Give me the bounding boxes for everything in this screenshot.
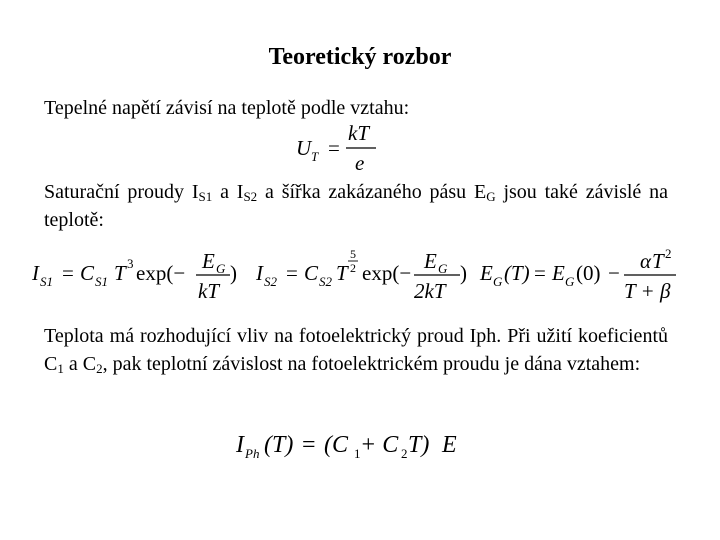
svg-text:T: T bbox=[652, 249, 664, 273]
svg-text:5: 5 bbox=[350, 247, 356, 261]
equation-photocurrent bbox=[236, 422, 476, 466]
svg-text:kT: kT bbox=[348, 121, 369, 145]
svg-text:(T): (T) bbox=[504, 261, 530, 285]
svg-text:exp(−: exp(− bbox=[362, 261, 412, 285]
svg-text:S1: S1 bbox=[95, 274, 108, 289]
svg-text:2: 2 bbox=[401, 446, 408, 461]
svg-text:G: G bbox=[493, 274, 503, 289]
svg-text:(T): (T) bbox=[264, 432, 294, 458]
svg-text:C: C bbox=[304, 261, 319, 285]
equation-saturation-current-2 bbox=[256, 248, 476, 306]
equation-thermal-voltage bbox=[296, 122, 386, 174]
svg-text:=: = bbox=[534, 261, 546, 285]
svg-text:3: 3 bbox=[127, 256, 134, 271]
svg-text:e: e bbox=[355, 151, 365, 175]
svg-text:E: E bbox=[442, 432, 457, 458]
svg-text:T): T) bbox=[408, 432, 430, 458]
svg-text:=: = bbox=[328, 136, 340, 160]
svg-text:E: E bbox=[480, 261, 493, 285]
svg-text:T: T bbox=[336, 261, 348, 285]
svg-text:): ) bbox=[460, 261, 467, 285]
svg-text:1: 1 bbox=[354, 446, 361, 461]
svg-text:=: = bbox=[302, 432, 316, 458]
svg-text:+ C: + C bbox=[360, 432, 399, 458]
paragraph-thermal-voltage: Tepelné napětí závisí na teplotě podle vztahu: bbox=[44, 97, 410, 119]
svg-text:−: − bbox=[608, 261, 620, 285]
svg-text:2: 2 bbox=[665, 246, 672, 261]
svg-text:kT: kT bbox=[198, 279, 219, 303]
svg-text:G: G bbox=[216, 261, 226, 276]
svg-text:G: G bbox=[565, 274, 575, 289]
svg-text:E: E bbox=[202, 249, 215, 273]
slide-title: Teoretický rozbor bbox=[268, 44, 452, 70]
svg-text:Ph: Ph bbox=[245, 446, 260, 461]
svg-text:2kT: 2kT bbox=[414, 279, 446, 303]
svg-text:C: C bbox=[80, 261, 95, 285]
svg-text:T: T bbox=[114, 261, 126, 285]
svg-text:exp(−: exp(− bbox=[136, 261, 186, 285]
svg-text:T: T bbox=[311, 149, 319, 164]
svg-text:I: I bbox=[236, 432, 244, 458]
svg-text:E: E bbox=[552, 261, 565, 285]
paragraph-photocurrent: Teplota má rozhodující vliv na fotoelektrický proud Iph. Při užití koeficientů $C_1$ a $C_2$, pak teplotní závislost na fotoelektrickém proudu je dána vztahem: bbox=[44, 325, 668, 376]
svg-text:=: = bbox=[286, 261, 298, 285]
svg-text:S2: S2 bbox=[319, 274, 332, 289]
svg-text:I: I bbox=[32, 261, 39, 285]
svg-text:U: U bbox=[296, 136, 312, 160]
svg-text:G: G bbox=[438, 261, 448, 276]
svg-text:S2: S2 bbox=[264, 274, 277, 289]
equation-bandgap bbox=[480, 248, 704, 306]
svg-text:=: = bbox=[62, 261, 74, 285]
svg-text:(C: (C bbox=[324, 432, 348, 458]
svg-text:T + β: T + β bbox=[624, 279, 671, 303]
equation-saturation-current-1 bbox=[32, 248, 242, 306]
svg-text:2: 2 bbox=[350, 261, 356, 275]
svg-text:(0): (0) bbox=[576, 261, 601, 285]
svg-text:E: E bbox=[424, 249, 437, 273]
svg-text:): ) bbox=[230, 261, 237, 285]
svg-text:S1: S1 bbox=[40, 274, 53, 289]
svg-text:α: α bbox=[640, 249, 652, 273]
paragraph-saturation-currents: Saturační proudy $I_{S1}$ a $I_{S2}$ a šířka zakázaného pásu $E_G$ jsou také závislé na teplotě: bbox=[44, 181, 668, 231]
svg-text:I: I bbox=[256, 261, 263, 285]
